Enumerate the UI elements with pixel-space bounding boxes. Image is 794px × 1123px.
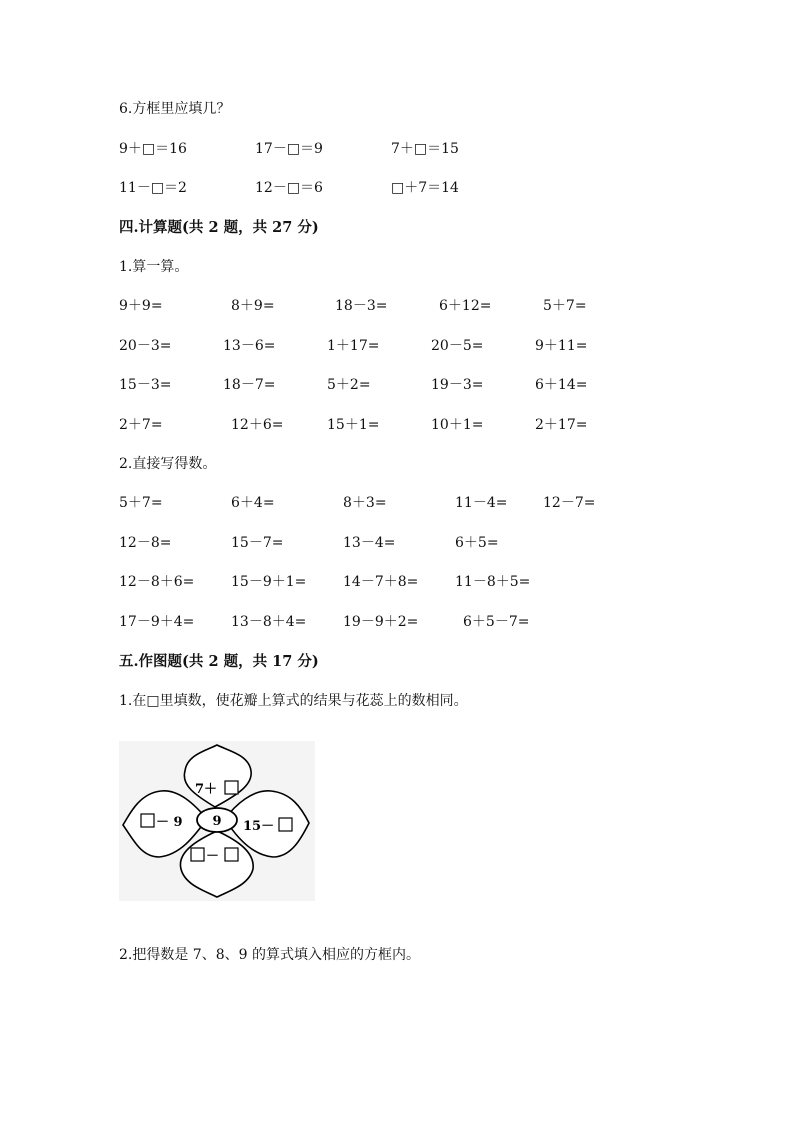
arithmetic-item: 11－8＋5= <box>455 574 531 590</box>
arithmetic-item: 5＋7= <box>543 298 587 314</box>
arithmetic-item: 6＋5－7= <box>463 614 530 630</box>
top-petal-expression: 7＋ <box>195 782 218 797</box>
arithmetic-item: 20－3= <box>119 338 172 354</box>
fill-box-equation: 11－□＝2 <box>119 180 187 196</box>
arithmetic-item: 11－4= <box>455 495 508 511</box>
answer-box[interactable] <box>141 814 154 827</box>
arithmetic-item: 2＋17= <box>535 417 588 433</box>
fill-box-equation: 7＋□＝15 <box>391 141 459 157</box>
arithmetic-item: 15－3= <box>119 377 172 393</box>
right-petal-expression: 15－ <box>243 819 275 834</box>
answer-box[interactable] <box>279 818 292 831</box>
question-6-title: 6.方框里应填几？ <box>119 101 231 117</box>
fill-box-equation: 17－□＝9 <box>255 141 323 157</box>
arithmetic-item: 18－3= <box>335 298 388 314</box>
arithmetic-item: 12－8= <box>119 535 172 551</box>
arithmetic-item: 17－9＋4= <box>119 614 195 630</box>
section-4-heading: 四.计算题(共 2 题，共 27 分) <box>119 219 319 236</box>
section-4-q2-title: 2.直接写得数。 <box>119 456 217 472</box>
arithmetic-item: 15＋1= <box>327 417 380 433</box>
arithmetic-item: 13－6= <box>223 338 276 354</box>
arithmetic-item: 14－7＋8= <box>343 574 419 590</box>
arithmetic-item: 13－8＋4= <box>231 614 307 630</box>
arithmetic-item: 10＋1= <box>431 417 484 433</box>
arithmetic-item: 6＋4= <box>231 495 275 511</box>
bottom-petal-operator: － <box>206 849 220 864</box>
left-petal-expression: － 9 <box>156 815 183 830</box>
arithmetic-item: 19－9＋2= <box>343 614 419 630</box>
section-5-heading: 五.作图题(共 2 题，共 17 分) <box>119 653 319 670</box>
arithmetic-item: 19－3= <box>431 377 484 393</box>
arithmetic-item: 1＋17= <box>327 338 380 354</box>
flower-diagram <box>119 741 315 901</box>
fill-box-equation: 9＋□＝16 <box>119 141 187 157</box>
section-5-q2-title: 2.把得数是 7、8、9 的算式填入相应的方框内。 <box>119 947 420 963</box>
arithmetic-item: 12－7= <box>543 495 596 511</box>
answer-box[interactable] <box>191 848 204 861</box>
arithmetic-item: 13－4= <box>343 535 396 551</box>
fill-box-equation: 12－□＝6 <box>255 180 323 196</box>
section-5-q1-title: 1.在□里填数，使花瓣上算式的结果与花蕊上的数相同。 <box>119 693 468 709</box>
arithmetic-item: 8＋9= <box>231 298 275 314</box>
answer-box[interactable] <box>225 781 238 794</box>
fill-box-equation: □＋7＝14 <box>391 180 459 196</box>
arithmetic-item: 15－7= <box>231 535 284 551</box>
flower-center-number: 9 <box>212 814 222 829</box>
arithmetic-item: 5＋7= <box>119 495 163 511</box>
arithmetic-item: 12－8＋6= <box>119 574 195 590</box>
arithmetic-item: 18－7= <box>223 377 276 393</box>
answer-box[interactable] <box>225 848 238 861</box>
arithmetic-item: 2＋7= <box>119 417 163 433</box>
arithmetic-item: 20－5= <box>431 338 484 354</box>
arithmetic-item: 9＋9= <box>119 298 163 314</box>
arithmetic-item: 6＋5= <box>455 535 499 551</box>
arithmetic-item: 12＋6= <box>231 417 284 433</box>
arithmetic-item: 6＋14= <box>535 377 588 393</box>
arithmetic-item: 9＋11= <box>535 338 588 354</box>
arithmetic-item: 8＋3= <box>343 495 387 511</box>
arithmetic-item: 5＋2= <box>327 377 371 393</box>
section-4-q1-title: 1.算一算。 <box>119 259 189 275</box>
arithmetic-item: 15－9＋1= <box>231 574 307 590</box>
arithmetic-item: 6＋12= <box>439 298 492 314</box>
